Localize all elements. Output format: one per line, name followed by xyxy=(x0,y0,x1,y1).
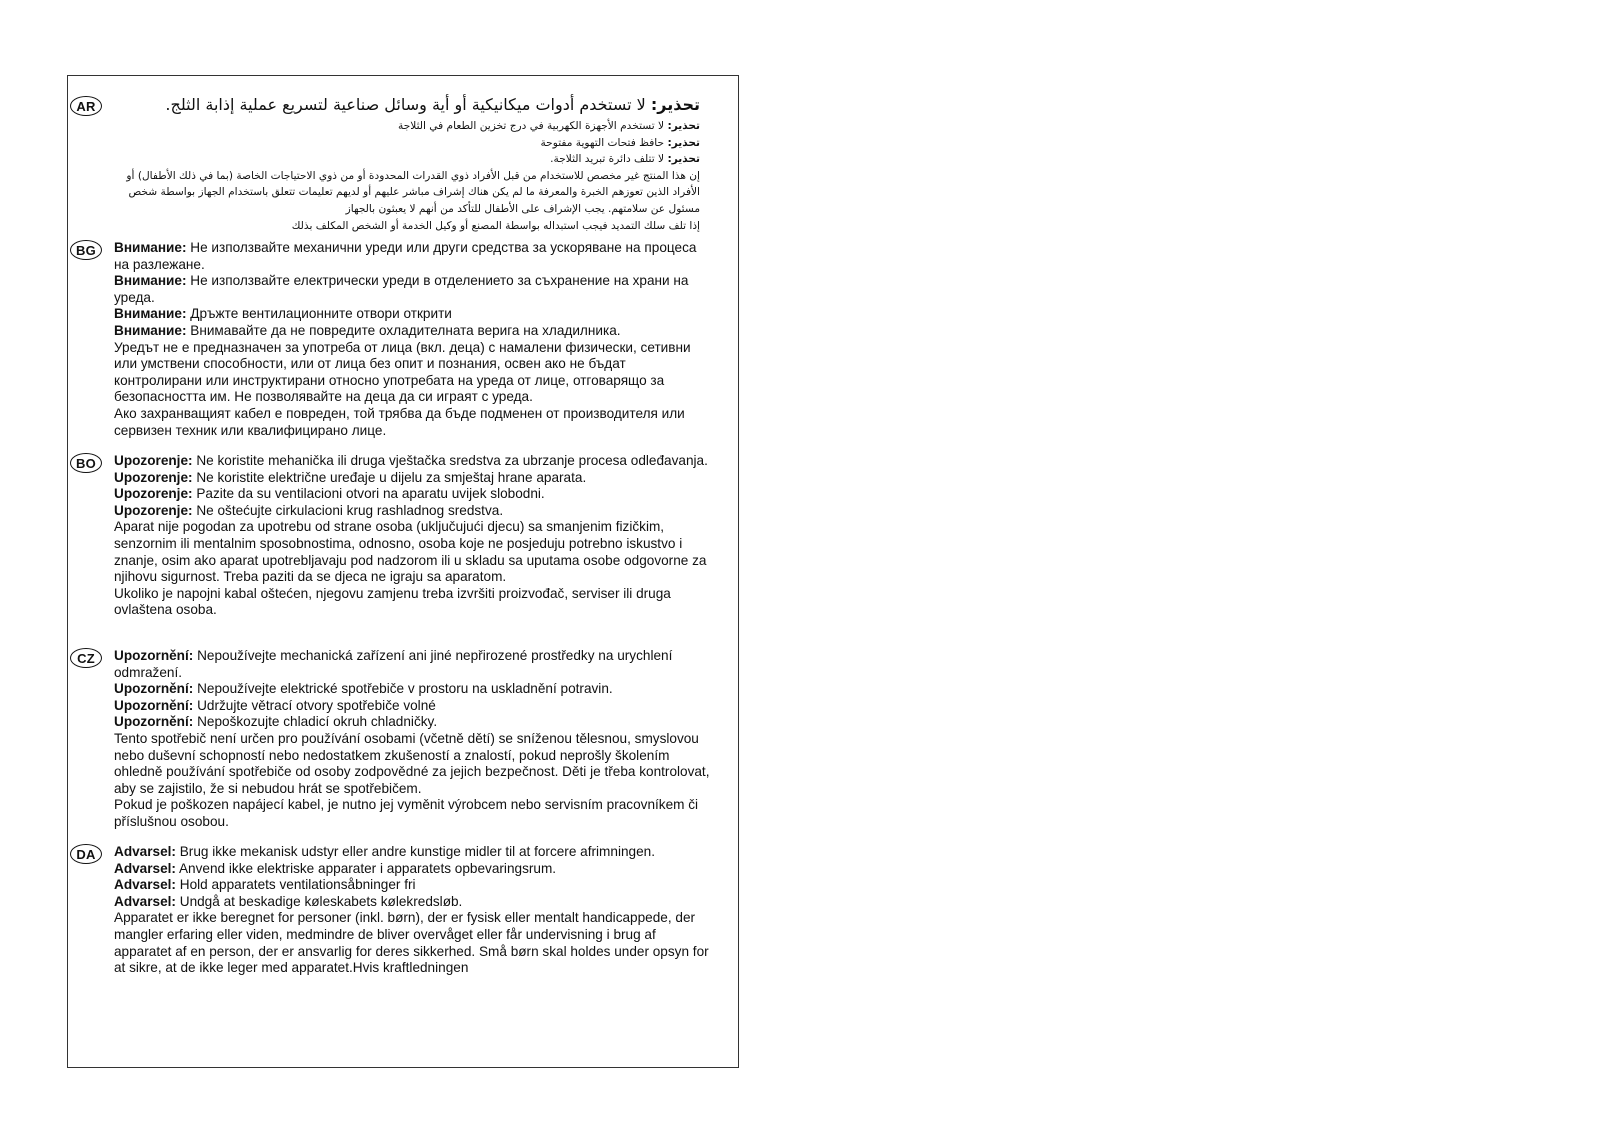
warning-line xyxy=(114,714,714,731)
warning-label: Upozorenje: xyxy=(114,486,193,502)
body-paragraph: Уредът не е предназначен за употреба от лица (вкл. деца) с намалени физически, сетивни или умствени способности, или от лица без опит и познания, освен ако не бъдат контролирани или инструктирани относно употребата на уреда от лице, отговарящо за безопасността им. Не позволявайте на деца да си играят с уреда. xyxy=(114,339,691,405)
warning-text: Не използвайте механични уреди или други средства за ускоряване на процеса на разлежане. xyxy=(114,240,697,272)
warning-label: Внимание: xyxy=(114,240,187,255)
warning-label: Upozorenje: xyxy=(114,469,193,485)
section-bo-text xyxy=(114,453,714,619)
warning-line xyxy=(114,844,714,861)
warning-label: Внимание: xyxy=(114,322,187,338)
section-cz-text xyxy=(114,648,714,831)
warning-label: Advarsel: xyxy=(114,877,176,893)
warning-text: Nepoužívejte mechanická zařízení ani jiné nepřirozené prostředky na urychlení odmražení. xyxy=(114,648,673,680)
warning-label: Upozornění: xyxy=(114,648,194,663)
section-ar-text xyxy=(108,94,700,234)
warning-line xyxy=(114,503,714,520)
warning-text: حافظ فتحات التهوية مفتوحة xyxy=(540,136,668,149)
warning-label: Upozornění: xyxy=(114,681,194,697)
warning-label: تحذير: xyxy=(667,136,700,149)
warning-text: Внимавайте да не повредите охладителната верига на хладилника. xyxy=(186,322,621,338)
warning-line xyxy=(114,486,714,503)
body-paragraph: Ако захранващият кабел е повреден, той трябва да бъде подменен от производителя или сервизен техник или квалифицирано лице. xyxy=(114,405,685,438)
warning-text: Дръжте вентилационните отвори открити xyxy=(186,306,452,322)
warning-line xyxy=(108,94,700,116)
warning-text: لا تستخدم أدوات ميكانيكية أو أية وسائل صناعية لتسريع عملية إذابة الثلج. xyxy=(165,95,651,114)
warning-text: Не използвайте електрически уреди в отделението за съхранение на храни на уреда. xyxy=(114,273,689,305)
warning-label: Upozorenje: xyxy=(114,502,193,518)
warning-line xyxy=(114,681,714,698)
warning-text: Ne oštećujte cirkulacioni krug rashladnog sredstva. xyxy=(192,502,504,518)
warning-text: Ne koristite mehanička ili druga vještačka sredstva za ubrzanje procesa odleđavanja. xyxy=(192,453,708,468)
body-paragraph: إن هذا المنتج غير مخصص للاستخدام من قبل الأفراد ذوي القدرات المحدودة أو من ذوي الاحتياجات الخاصة (بما في ذلك الأطفال) أو الأفراد الذين تعوزهم الخبرة والمعرفة ما لم يكن هناك إشراف مباشر عليهم أو لديهم تعليمات تتعلق باستخدام الجهاز بواسطة شخص مسئول عن سلامتهم. يجب الإشراف على الأطفال للتأكد من أنهم لا يعبثون بالجهاز xyxy=(126,169,700,215)
warning-label: Внимание: xyxy=(114,273,187,289)
language-badge-bg: BG xyxy=(70,240,102,260)
document-frame xyxy=(67,75,739,1068)
warning-line xyxy=(114,323,714,340)
warning-line xyxy=(114,894,714,911)
warning-line xyxy=(114,648,714,681)
body-paragraph: Ukoliko je napojni kabal oštećen, njegovu zamjenu treba izvršiti proizvođač, serviser ili druga ovlaštena osoba. xyxy=(114,585,671,618)
body-paragraph: Pokud je poškozen napájecí kabel, je nutno jej vyměnit výrobcem nebo servisním pracovníkem či příslušnou osobou. xyxy=(114,797,699,829)
warning-label: Upozornění: xyxy=(114,714,194,730)
warning-line xyxy=(114,877,714,894)
warning-text: لا تتلف دائرة تبريد الثلاجة. xyxy=(550,153,668,166)
warning-line xyxy=(114,698,714,715)
warning-line xyxy=(114,273,714,306)
warning-line xyxy=(114,306,714,323)
warning-line xyxy=(114,453,714,470)
language-badge-da: DA xyxy=(70,844,102,864)
language-badge-ar: AR xyxy=(70,96,102,116)
section-da-text xyxy=(114,844,714,977)
warning-label: تحذير: xyxy=(650,95,700,114)
warning-text: Nepoškozujte chladicí okruh chladničky. xyxy=(193,714,438,730)
warning-label: تحذير: xyxy=(667,120,700,132)
warning-text: Undgå at beskadige køleskabets kølekredsløb. xyxy=(175,893,463,909)
warning-text: Hold apparatets ventilationsåbninger fri xyxy=(175,877,416,893)
warning-text: Pazite da su ventilacioni otvori na aparatu uvijek slobodni. xyxy=(192,486,545,502)
warning-label: تحذير: xyxy=(667,153,700,166)
warning-line xyxy=(114,470,714,487)
body-paragraph: إذا تلف سلك التمديد فيجب استبداله بواسطة المصنع أو وكيل الخدمة أو الشخص المكلف بذلك xyxy=(291,219,700,232)
warning-label: Advarsel: xyxy=(114,860,176,876)
warning-line xyxy=(114,861,714,878)
warning-text: Anvend ikke elektriske apparater i apparatets opbevaringsrum. xyxy=(175,860,557,876)
section-bg-text xyxy=(114,240,714,439)
warning-label: Advarsel: xyxy=(114,893,176,909)
warning-label: Advarsel: xyxy=(114,844,176,859)
warning-text: Udržujte větrací otvory spotřebiče volné xyxy=(193,697,436,713)
language-badge-cz: CZ xyxy=(70,648,102,668)
warning-label: Upozornění: xyxy=(114,697,194,713)
warning-line xyxy=(108,135,700,152)
warning-text: Ne koristite električne uređaje u dijelu za smještaj hrane aparata. xyxy=(192,469,587,485)
warning-text: Nepoužívejte elektrické spotřebiče v prostoru na uskladnění potravin. xyxy=(193,681,613,697)
warning-text: لا تستخدم الأجهزة الكهربية في درج تخزين الطعام في الثلاجة xyxy=(398,120,668,132)
body-paragraph: Aparat nije pogodan za upotrebu od strane osoba (uključujući djecu) sa smanjenim fizičkim, senzornim ili mentalnim sposobnostima, odnosno, osoba koje ne posjeduju potrebno iskustvo i znanje, osim ako aparat upotrebljavaju pod nadzorom ili u skladu sa uputama osobe odgovorne za njihovu sigurnost. Treba paziti da se djeca ne igraju sa aparatom. xyxy=(114,519,707,585)
warning-text: Brug ikke mekanisk udstyr eller andre kunstige midler til at forcere afrimningen. xyxy=(175,844,655,859)
warning-line xyxy=(108,151,700,168)
language-badge-bo: BO xyxy=(70,453,102,473)
warning-line xyxy=(114,240,714,273)
body-paragraph: Apparatet er ikke beregnet for personer (inkl. børn), der er fysisk eller mentalt handicappede, der mangler erfaring eller viden, medmindre de bliver overvåget eller får undervisning i brug af apparatet af en person, der er ansvarlig for deres sikkerhed. Små børn skal holdes under opsyn for at sikre, at de ikke leger med apparatet.Hvis kraftledningen xyxy=(114,910,709,976)
warning-label: Внимание: xyxy=(114,306,187,322)
warning-label: Upozorenje: xyxy=(114,453,193,468)
warning-line xyxy=(108,118,700,135)
body-paragraph: Tento spotřebič není určen pro používání osobami (včetně dětí) se sníženou tělesnou, smyslovou nebo duševní schopností nebo nedostatkem zkušeností a znalostí, pokud neprošly školením ohledně používání spotřebiče od osoby zodpovědné za jejich bezpečnost. Děti je třeba kontrolovat, aby se zajistilo, že si nebudou hrát se spotřebičem. xyxy=(114,730,710,796)
